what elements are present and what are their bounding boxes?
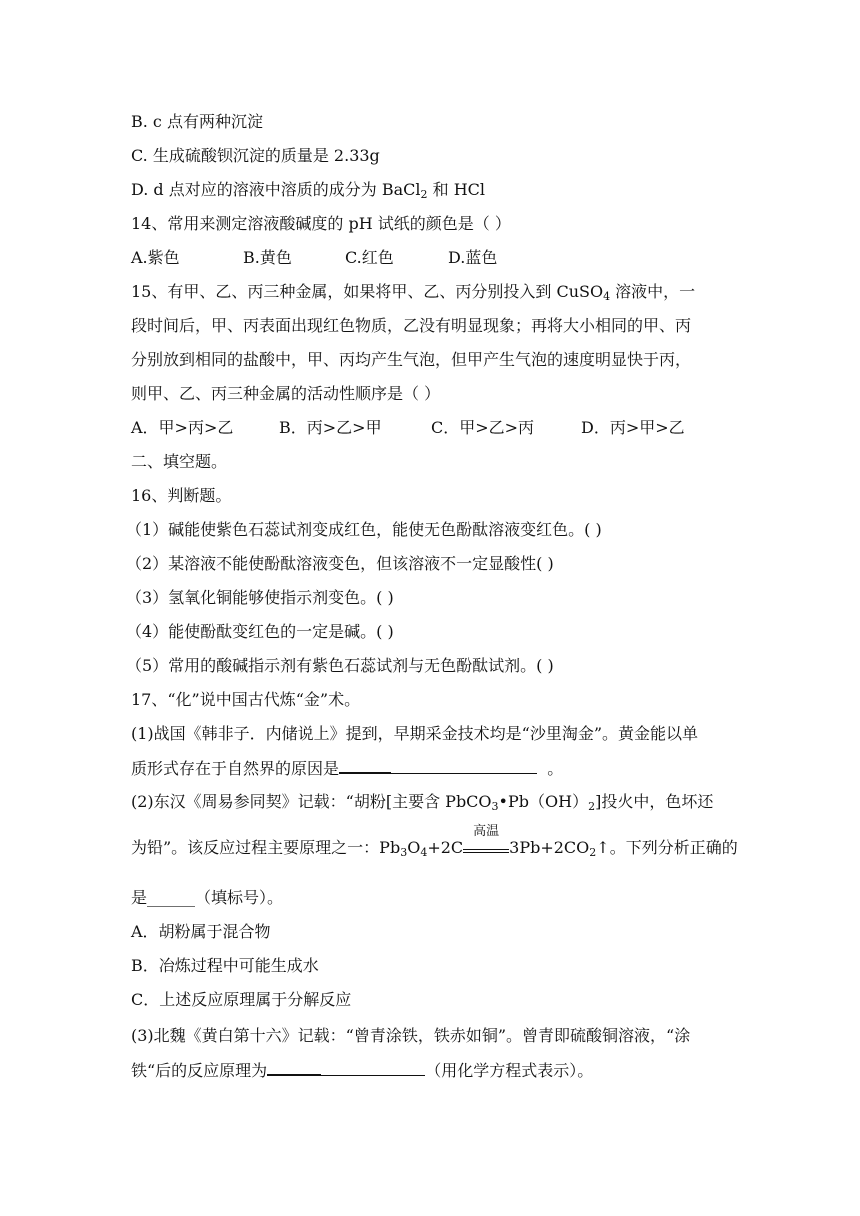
q16-item-1: （1）碱能使紫色石蕊试剂变成红色，能使无色酚酞溶液变红色。( ) xyxy=(126,520,602,539)
q17-part3-line2: 铁“后的反应原理为 （用化学方程式表示）。 xyxy=(131,1061,594,1080)
q17-stem: 17、“化”说中国古代炼“金”术。 xyxy=(131,690,361,709)
q16-item-2: （2）某溶液不能使酚酞溶液变色，但该溶液不一定显酸性( ) xyxy=(126,554,554,573)
reaction-condition: 高温 xyxy=(463,843,509,853)
q17-option-b: B．冶炼过程中可能生成水 xyxy=(131,956,319,975)
q16-item-4: （4）能使酚酞变红色的一定是碱。( ) xyxy=(126,622,394,641)
q17-part2-equation-line: 为铅”。该反应过程主要原理之一：$Pb_3O_4+2C$ 高温 $3Pb+2CO_2↑$。下列分析正确的 xyxy=(131,824,738,859)
q15-option-c: C．甲>乙>丙 xyxy=(431,418,535,437)
answer-blank[interactable] xyxy=(391,759,537,774)
q17-option-a: A．胡粉属于混合物 xyxy=(131,922,271,941)
q13-option-c: C. 生成硫酸钡沉淀的质量是 2.33g xyxy=(131,146,380,165)
q15-line-4: 则甲、乙、丙三种金属的活动性顺序是（ ） xyxy=(131,384,441,403)
q15-line-2: 段时间后，甲、丙表面出现红色物质，乙没有明显现象；再将大小相同的甲、丙 xyxy=(131,316,692,335)
q17-part2-line1: (2)东汉《周易参同契》记载：“胡粉[主要含 $PbCO_3•Pb(OH)_2$]投火中，色坏还 xyxy=(131,792,714,813)
q15-options xyxy=(131,418,685,438)
q16-item-3: （3）氢氧化铜能够使指示剂变色。( ) xyxy=(126,588,394,607)
q17-part1-line2: 质形式存在于自然界的原因是 。 xyxy=(131,759,564,778)
q17-part2-line3: 是______（填标号）。 xyxy=(131,888,284,907)
q17-part1-line1: (1)战国《韩非子．内储说上》提到，早期采金技术均是“沙里淘金”。黄金能以单 xyxy=(131,724,699,743)
q14-option-d: D.蓝色 xyxy=(448,248,498,267)
q16-stem: 16、判断题。 xyxy=(131,486,232,505)
q13-option-d: D. d 点对应的溶液中溶质的成分为 BaCl$_2$ 和 HCl xyxy=(131,180,486,201)
q17-option-c: C．上述反应原理属于分解反应 xyxy=(131,990,352,1009)
q13-option-b: B. c 点有两种沉淀 xyxy=(131,112,263,131)
answer-blank[interactable] xyxy=(267,1060,321,1076)
q15-line-3: 分别放到相同的盐酸中，甲、丙均产生气泡，但甲产生气泡的速度明显快于丙， xyxy=(131,350,692,369)
answer-blank[interactable] xyxy=(321,1061,425,1076)
q15-option-b: B．丙>乙>甲 xyxy=(279,418,382,437)
q14-options xyxy=(131,248,497,268)
answer-blank[interactable] xyxy=(339,758,391,774)
q16-item-5: （5）常用的酸碱指示剂有紫色石蕊试剂与无色酚酞试剂。( ) xyxy=(126,656,554,675)
q15-option-a: A．甲>丙>乙 xyxy=(131,418,234,437)
section-title-fill-in: 二、填空题。 xyxy=(131,452,228,471)
q15-line-1: 15、有甲、乙、丙三种金属，如果将甲、乙、丙分别投入到 CuSO$_4$ 溶液中，一 xyxy=(131,282,696,303)
q14-option-c: C.红色 xyxy=(345,248,394,267)
q14-stem: 14、常用来测定溶液酸碱度的 pH 试纸的颜色是（ ） xyxy=(131,214,511,233)
q17-part3-line1: (3)北魏《黄白第十六》记载：“曾青涂铁，铁赤如铜”。曾青即硫酸铜溶液，“涂 xyxy=(131,1026,691,1045)
q15-option-d: D．丙>甲>乙 xyxy=(581,418,685,437)
q14-option-b: B.黄色 xyxy=(243,248,292,267)
q14-option-a: A.紫色 xyxy=(131,248,180,267)
